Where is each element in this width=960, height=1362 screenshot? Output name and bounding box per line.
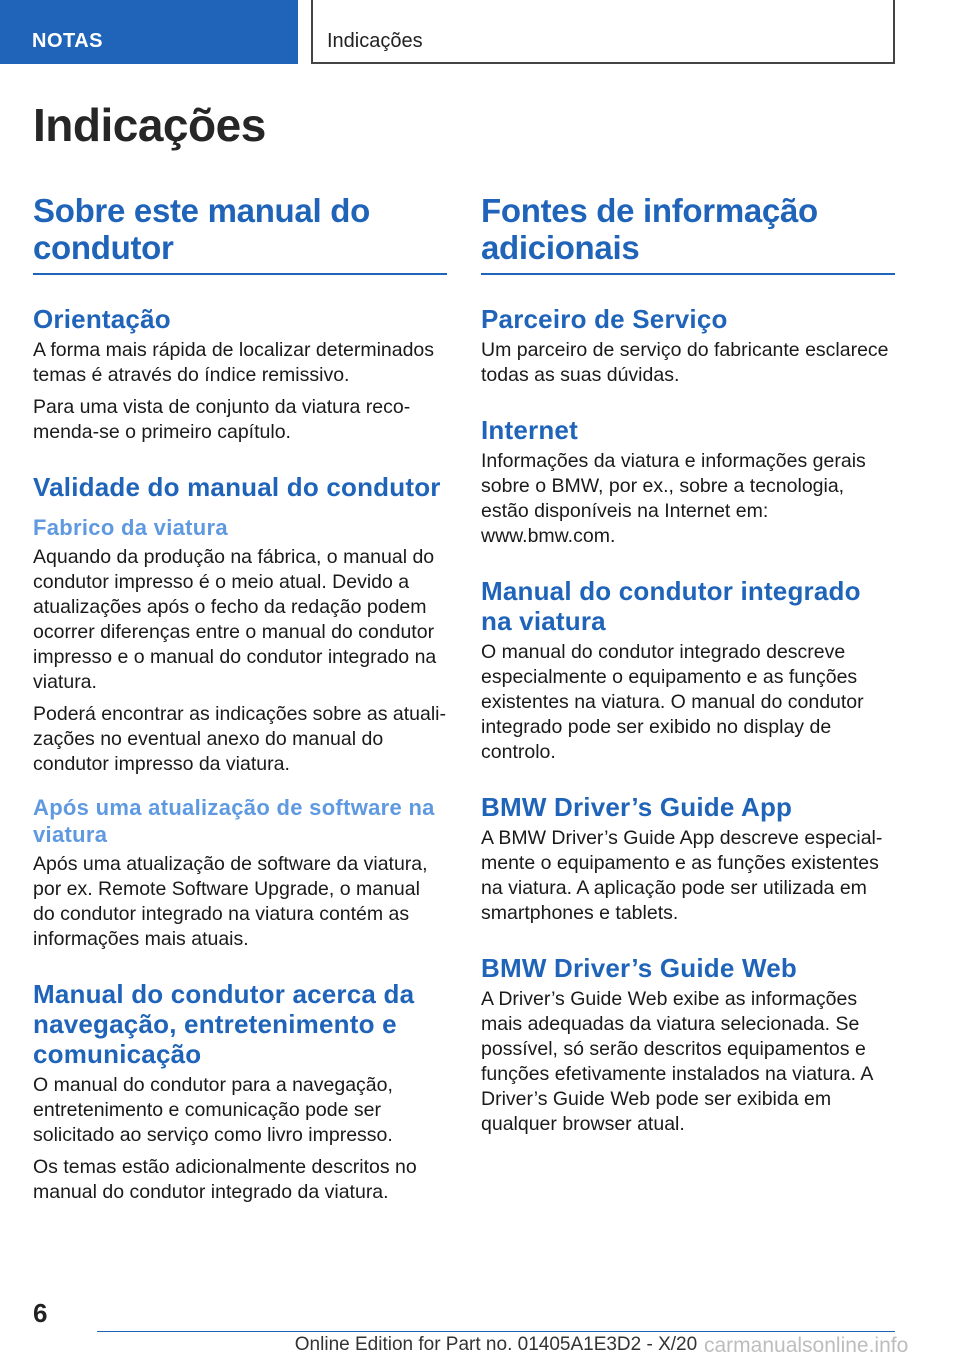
page-number: 6 [33, 1298, 48, 1328]
paragraph: Poderá encontrar as indicações sobre as atualizações no eventual anexo do manual do condutor impresso da viatura. [33, 703, 446, 775]
watermark: carmanualsonline.info [700, 1334, 908, 1358]
paragraph: O manual do condutor integrado descreve especialmente o equipamento e as funções existentes na viatura. O manual do condutor integrado pode ser exibido no display de controlo. [481, 641, 864, 763]
paragraph: O manual do condutor para a navegação, entretenimento e comunicação pode ser solicitado ao serviço como livro impresso. [33, 1074, 393, 1146]
right-column [481, 192, 895, 1144]
chapter-tab[interactable]: NOTAS [0, 0, 298, 64]
left-column [33, 192, 447, 1212]
footer-divider [97, 1331, 895, 1332]
heading-navegacao: Manual do condutor acerca da navegação, entretenimento e comunicação [33, 979, 415, 1069]
paragraph: A BMW Driver’s Guide App descreve especialmente o equipamento e as funções existentes na viatura. A aplicação pode ser utilizada em smartphones e tablets. [481, 827, 883, 924]
paragraph: Para uma vista de conjunto da viatura recomenda-se o primeiro capítulo. [33, 396, 411, 443]
page-title: Indicações [33, 99, 266, 151]
subheading-atualizacao: Após uma atualização de software na viatura [33, 795, 435, 847]
section-heading-fontes: Fontes de informação adicionais [481, 192, 895, 275]
heading-internet: Internet [481, 415, 578, 445]
paragraph: Aquando da produção na fábrica, o manual do condutor impresso é o meio atual. Devido a atualizações após o fecho da redação podem ocorrer diferenças entre o manual do condutor impresso e o manual do condutor integrado na viatura. [33, 546, 437, 693]
paragraph: Informações da viatura e informações gerais sobre o BMW, por ex., sobre a tecnologia, estão disponíveis na Internet em: www.bmw.com. [481, 450, 866, 547]
paragraph: Os temas estão adicionalmente descritos no manual do condutor integrado da viatura. [33, 1156, 417, 1203]
heading-web: BMW Driver’s Guide Web [481, 953, 797, 983]
section-heading-manual: Sobre este manual do condutor [33, 192, 447, 275]
heading-app: BMW Driver’s Guide App [481, 792, 793, 822]
section-label: Indicações [311, 0, 895, 64]
heading-orientacao: Orientação [33, 304, 171, 334]
edition-note: Online Edition for Part no. 01405A1E3D2 - X/20 [294, 1334, 698, 1355]
subheading-fabrico: Fabrico da viatura [33, 515, 228, 540]
heading-parceiro: Parceiro de Serviço [481, 304, 728, 334]
heading-validade: Validade do manual do condutor [33, 472, 441, 502]
heading-integrado: Manual do condutor integrado na viatura [481, 576, 861, 636]
paragraph: A forma mais rápida de localizar determinados temas é através do índice remissivo. [33, 339, 435, 386]
paragraph: Um parceiro de serviço do fabricante esclarece todas as suas dúvidas. [481, 339, 889, 386]
paragraph: A Driver’s Guide Web exibe as informações mais adequadas da viatura selecionada. Se possível, só serão descritos equipamentos e funções efetivamente instalados na viatura. A Driver’s Guide Web pode ser exibida em qualquer browser atual. [481, 988, 873, 1135]
paragraph: Após uma atualização de software da viatura, por ex. Remote Software Upgrade, o manual do condutor integrado na viatura contém as informações mais atuais. [33, 853, 428, 950]
